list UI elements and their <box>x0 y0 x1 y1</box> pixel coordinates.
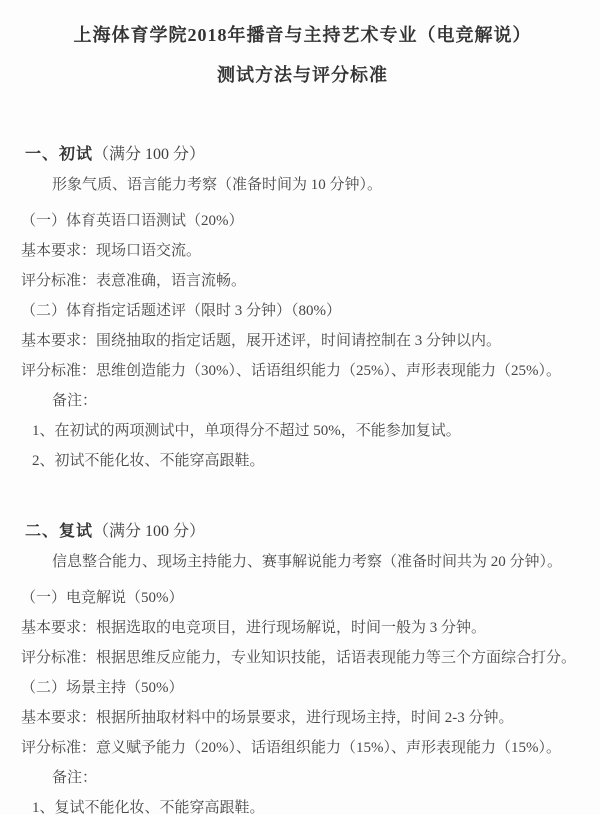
note-line: 1、复试不能化妆、不能穿高跟鞋。 <box>32 800 265 815</box>
requirement-line: 基本要求：根据选取的电竞项目，进行现场解说，时间一般为 3 分钟。 <box>21 620 487 636</box>
section-heading-suffix: （满分 100 分） <box>93 523 206 540</box>
section-heading-label: 一、初试 <box>25 146 94 163</box>
section-first-round-heading <box>21 140 584 170</box>
document-title-line1: 上海体育学院2018年播音与主持艺术专业（电竞解说） <box>73 25 532 45</box>
subitem-line: （二）体育指定话题述评（限时 3 分钟）（80%） <box>21 303 341 319</box>
section-second-round-heading <box>21 517 584 547</box>
note-line: 2、初试不能化妆、不能穿高跟鞋。 <box>32 453 265 469</box>
note-line: 1、在初试的两项测试中，单项得分不超过 50%，不能参加复试。 <box>32 423 461 439</box>
section-intro-line: 信息整合能力、现场主持能力、赛事解说能力考察（准备时间共为 20 分钟）。 <box>52 554 563 570</box>
requirement-line: 基本要求：根据所抽取材料中的场景要求，进行现场主持，时间 2-3 分钟。 <box>21 710 514 726</box>
section-second-round <box>21 517 584 815</box>
criteria-line: 评分标准：表意准确，语言流畅。 <box>21 273 247 289</box>
notes-label: 备注： <box>52 770 98 786</box>
section-heading-label: 二、复试 <box>25 523 94 540</box>
subitem-line: （二）场景主持（50%） <box>21 680 184 696</box>
requirement-line: 基本要求：围绕抽取的指定话题，展开述评，时间请控制在 3 分钟以内。 <box>21 333 502 349</box>
criteria-line: 评分标准：思维创造能力（30%）、话语组织能力（25%）、声形表现能力（25%）。 <box>21 363 561 379</box>
requirement-line: 基本要求：现场口语交流。 <box>21 243 202 259</box>
criteria-line: 评分标准：根据思维反应能力，专业知识技能，话语表现能力等三个方面综合打分。 <box>21 650 577 666</box>
section-heading-suffix: （满分 100 分） <box>93 146 206 163</box>
section-intro-line: 形象气质、语言能力考察（准备时间为 10 分钟）。 <box>52 177 383 193</box>
section-first-round <box>21 140 584 476</box>
document-title-line2: 测试方法与评分标准 <box>217 65 388 85</box>
subitem-line: （一）体育英语口语测试（20%） <box>21 213 244 229</box>
notes-label: 备注： <box>52 393 98 409</box>
subitem-line: （一）电竞解说（50%） <box>21 590 184 606</box>
criteria-line: 评分标准：意义赋予能力（20%）、话语组织能力（15%）、声形表现能力（15%）。 <box>21 740 561 756</box>
